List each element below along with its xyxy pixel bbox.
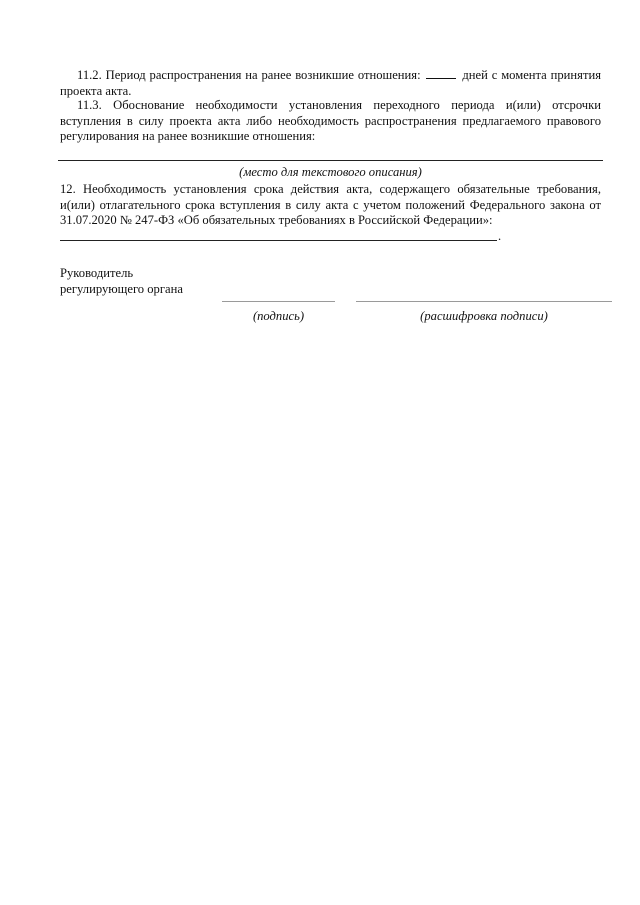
section-11-3-paragraph: 11.3. Обоснование необходимости установления переходного периода и(или) отсрочки вступления в силу проекта акта либо необходимость распространения предлагаемого правового регулирования на ранее возникшие отношения:	[60, 98, 601, 143]
days-count-blank[interactable]	[426, 67, 456, 79]
signatory-title-line2: регулирующего органа	[60, 282, 183, 296]
section-12-line-end: .	[498, 229, 502, 243]
description-fill-line[interactable]	[58, 160, 603, 161]
section-11-2-text-before: 11.2. Период распространения на ранее возникшие отношения:	[77, 68, 421, 82]
description-placeholder-caption: (место для текстового описания)	[239, 165, 422, 179]
section-11-2-text-after: дней с момента принятия проекта акта.	[60, 68, 601, 98]
signature-decoding-caption: (расшифровка подписи)	[420, 309, 548, 323]
signatory-title-line1: Руководитель	[60, 266, 134, 280]
section-11-2-paragraph	[60, 67, 601, 99]
section-12-fill-line[interactable]	[60, 240, 497, 241]
section-12-paragraph: 12. Необходимость установления срока действия акта, содержащего обязательные требования, и(или) отлагательного срока вступления в силу акта с учетом положений Федерального закона от 31.07.2020 № 247-ФЗ «Об обязательных требованиях в Российской Федерации»:	[60, 182, 601, 227]
signature-line[interactable]	[222, 301, 335, 302]
signature-caption: (подпись)	[252, 309, 305, 323]
signature-decoding-line[interactable]	[356, 301, 612, 302]
